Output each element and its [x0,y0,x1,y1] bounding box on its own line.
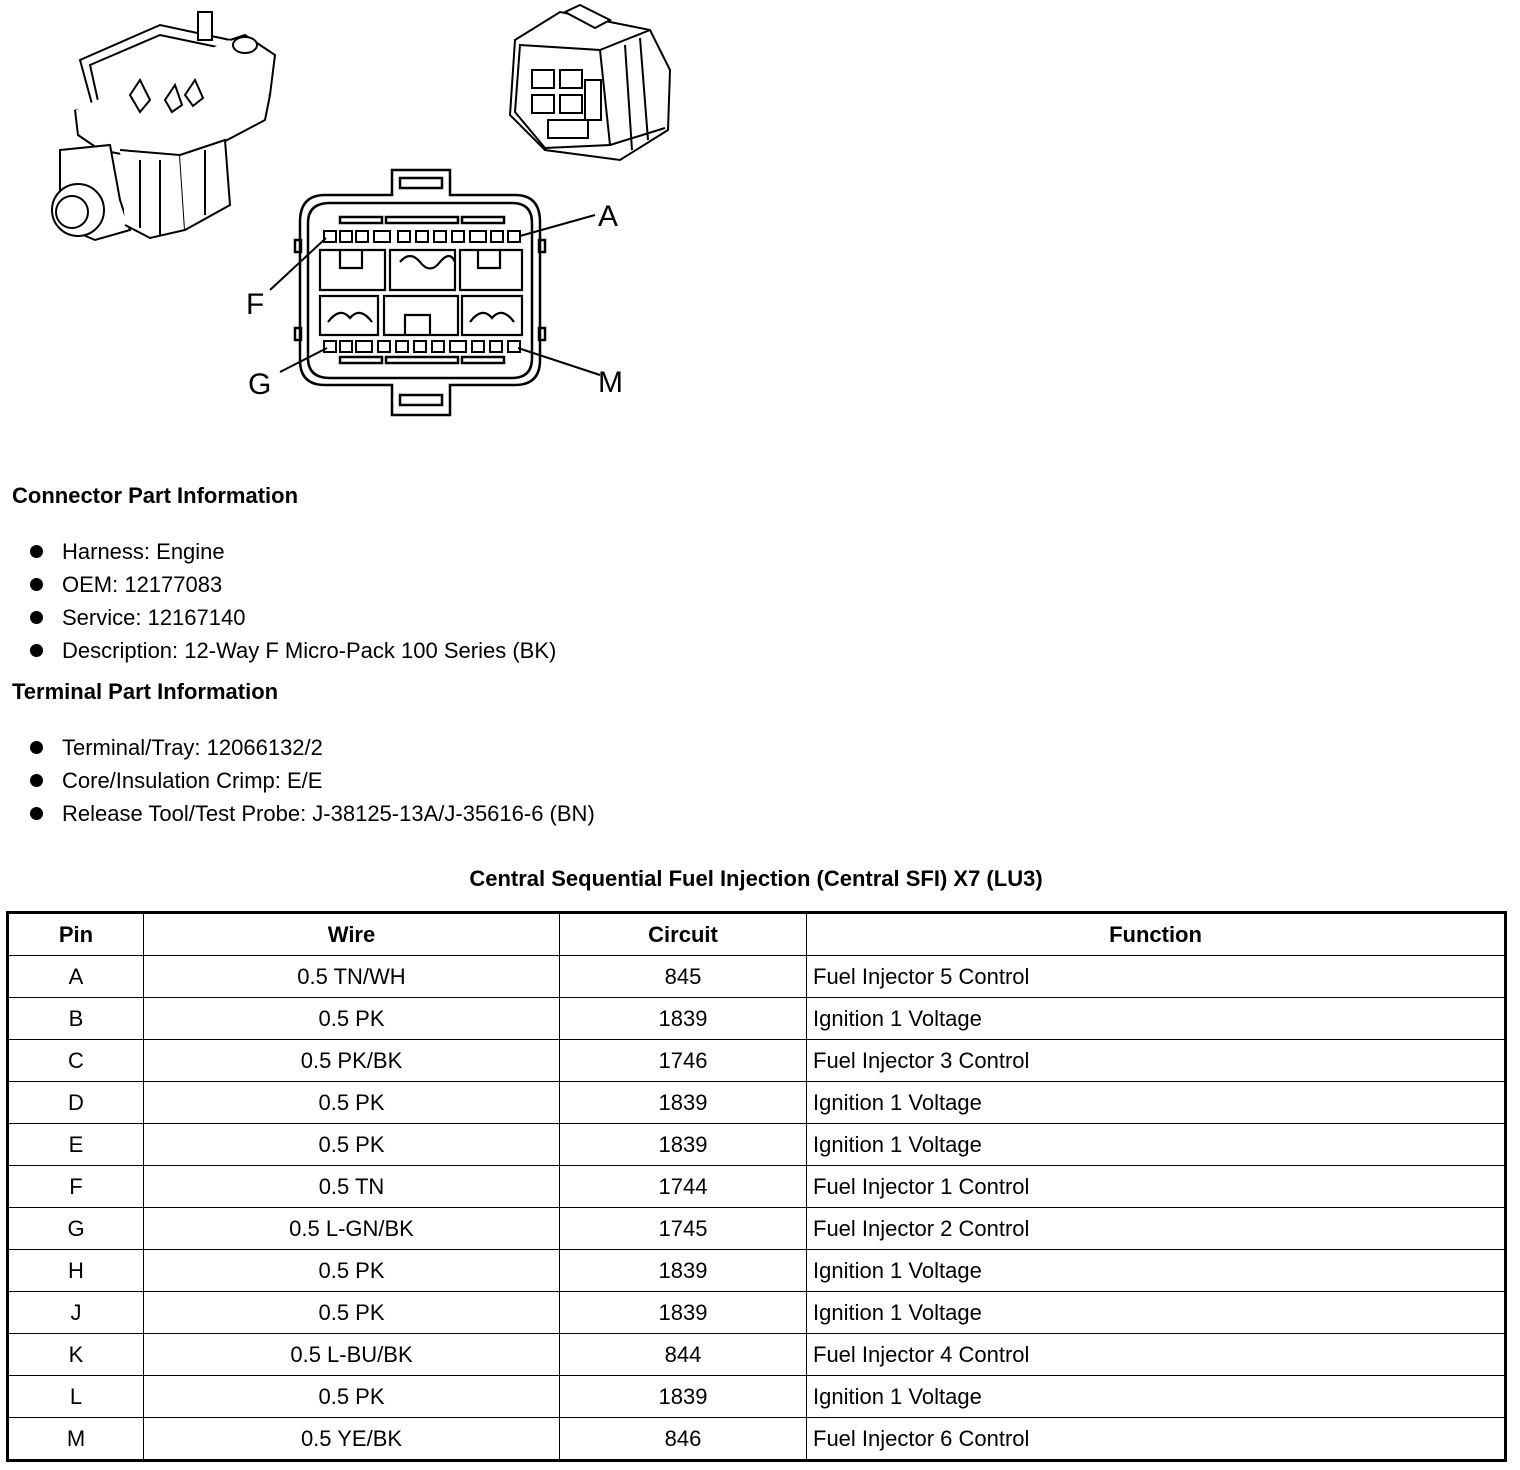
connector-info-item: Harness: Engine [28,535,556,568]
circuit-cell: 1839 [560,1292,807,1334]
terminal-info-heading: Terminal Part Information [12,679,279,704]
circuit-cell: 1839 [560,1124,807,1166]
table-row [8,998,1506,1040]
pin-cell: C [8,1040,144,1082]
wire-cell: 0.5 PK/BK [144,1040,560,1082]
pin-label-f: F [246,288,265,321]
connector-info-list [28,535,556,667]
pin-cell: L [8,1376,144,1418]
table-row [8,1334,1506,1376]
table-row [8,1208,1506,1250]
circuit-cell: 1839 [560,1376,807,1418]
pin-label-m: M [598,366,623,399]
function-cell: Ignition 1 Voltage [807,1376,1506,1418]
pin-cell: F [8,1166,144,1208]
function-cell: Fuel Injector 1 Control [807,1166,1506,1208]
wire-cell: 0.5 TN [144,1166,560,1208]
wire-cell: 0.5 PK [144,1250,560,1292]
circuit-cell: 1746 [560,1040,807,1082]
function-cell: Ignition 1 Voltage [807,1250,1506,1292]
wire-cell: 0.5 PK [144,1082,560,1124]
table-row [8,1040,1506,1082]
table-row [8,1082,1506,1124]
function-cell: Fuel Injector 5 Control [807,956,1506,998]
table-row [8,1166,1506,1208]
function-cell: Fuel Injector 6 Control [807,1418,1506,1461]
pin-cell: H [8,1250,144,1292]
function-cell: Ignition 1 Voltage [807,998,1506,1040]
connector-info-item: Service: 12167140 [28,601,556,634]
table-row [8,1250,1506,1292]
function-cell: Ignition 1 Voltage [807,1292,1506,1334]
pin-cell: D [8,1082,144,1124]
wire-cell: 0.5 PK [144,1376,560,1418]
table-header-row [8,913,1506,956]
connector-info-item: OEM: 12177083 [28,568,556,601]
connector-info-item: Description: 12-Way F Micro-Pack 100 Series (BK) [28,634,556,667]
circuit-cell: 1745 [560,1208,807,1250]
pin-cell: J [8,1292,144,1334]
circuit-cell: 1744 [560,1166,807,1208]
connector-keying-features [320,250,522,335]
pin-cell: K [8,1334,144,1376]
circuit-cell: 1839 [560,1250,807,1292]
wire-cell: 0.5 YE/BK [144,1418,560,1461]
wire-cell: 0.5 TN/WH [144,956,560,998]
wire-cell: 0.5 PK [144,1292,560,1334]
function-cell: Ignition 1 Voltage [807,1124,1506,1166]
pin-cell: E [8,1124,144,1166]
circuit-cell: 846 [560,1418,807,1461]
connector-isometric-view [52,12,275,240]
wire-cell: 0.5 L-BU/BK [144,1334,560,1376]
function-cell: Ignition 1 Voltage [807,1082,1506,1124]
wire-cell: 0.5 PK [144,1124,560,1166]
pin-label-g: G [248,368,272,401]
terminal-info-item: Core/Insulation Crimp: E/E [28,764,595,797]
pinout-table [6,911,1507,1462]
connector-info-heading: Connector Part Information [12,483,299,508]
table-row [8,1124,1506,1166]
column-header-pin: Pin [8,913,144,956]
table-row [8,956,1506,998]
circuit-cell: 1839 [560,998,807,1040]
column-header-circuit: Circuit [560,913,807,956]
pin-cell: G [8,1208,144,1250]
table-title: Central Sequential Fuel Injection (Central SFI) X7 (LU3) [469,866,1043,891]
pin-label-a: A [598,200,619,233]
column-header-wire: Wire [144,913,560,956]
connector-rear-view [510,5,670,160]
wire-cell: 0.5 PK [144,998,560,1040]
wire-cell: 0.5 L-GN/BK [144,1208,560,1250]
pin-cell: B [8,998,144,1040]
column-header-function: Function [807,913,1506,956]
terminal-info-list [28,731,595,830]
connector-face-view [295,170,545,415]
table-row [8,1418,1506,1461]
function-cell: Fuel Injector 2 Control [807,1208,1506,1250]
pin-cell: A [8,956,144,998]
connector-drawing [0,0,700,440]
table-row [8,1376,1506,1418]
terminal-info-item: Terminal/Tray: 12066132/2 [28,731,595,764]
table-row [8,1292,1506,1334]
pin-cell: M [8,1418,144,1461]
function-cell: Fuel Injector 4 Control [807,1334,1506,1376]
circuit-cell: 845 [560,956,807,998]
function-cell: Fuel Injector 3 Control [807,1040,1506,1082]
circuit-cell: 844 [560,1334,807,1376]
terminal-info-item: Release Tool/Test Probe: J-38125-13A/J-35616-6 (BN) [28,797,595,830]
circuit-cell: 1839 [560,1082,807,1124]
